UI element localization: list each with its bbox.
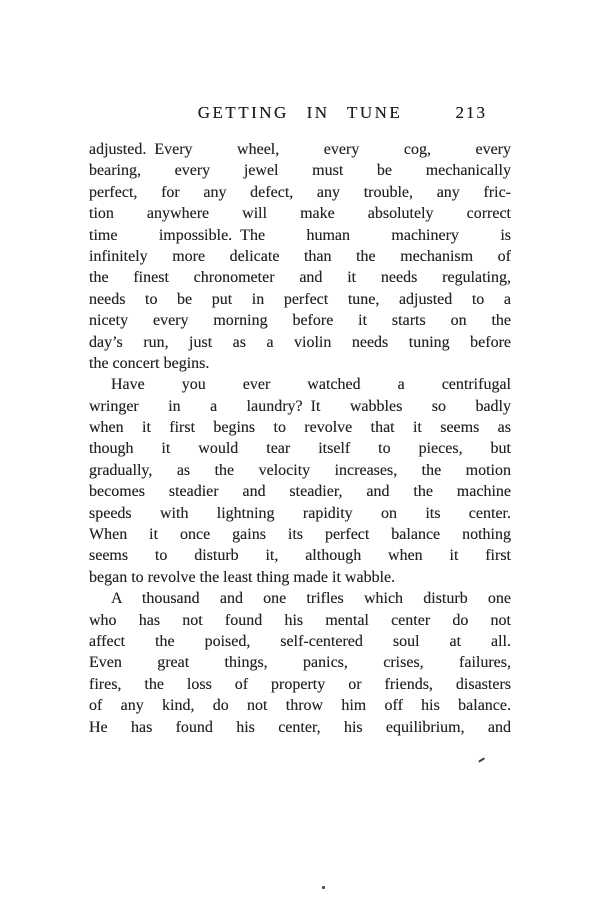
text-line: becomes steadier and steadier, and the machine — [89, 483, 511, 501]
text-line: adjusted. Every wheel, every cog, every — [89, 141, 511, 158]
ink-tick-artifact — [478, 757, 485, 762]
paragraph — [89, 139, 511, 374]
text-line: infinitely more delicate than the mechanism of — [89, 247, 511, 265]
text-line: day’s run, just as a violin needs tuning before — [89, 333, 511, 351]
text-line: He has found his center, his equilibrium, and — [89, 718, 511, 736]
text-line: time impossible. The human machinery is — [89, 226, 511, 244]
text-line: wringer in a laundry? It wabbles so badly — [89, 397, 511, 415]
running-title: GETTING IN TUNE — [197, 103, 403, 122]
text-line: needs to be put in perfect tune, adjusted to a — [89, 290, 511, 308]
text-line: fires, the loss of property or friends, disasters — [89, 675, 511, 693]
paragraph — [89, 588, 511, 738]
text-line: A thousand and one trifles which disturb one — [111, 590, 511, 608]
page-body — [89, 139, 511, 738]
ink-speck-artifact — [322, 886, 325, 889]
page-number: 213 — [455, 103, 487, 122]
text-line: gradually, as the velocity increases, the motion — [89, 461, 511, 479]
text-line: began to revolve the least thing made it wabble. — [89, 568, 396, 586]
text-line: when it first begins to revolve that it seems as — [89, 419, 511, 437]
text-line: Even great things, panics, crises, failures, — [89, 654, 511, 672]
text-line: bearing, every jewel must be mechanically — [89, 162, 511, 180]
text-line: seems to disturb it, although when it first — [89, 547, 511, 565]
text-line: though it would tear itself to pieces, but — [89, 440, 511, 458]
text-line: who has not found his mental center do not — [89, 611, 511, 629]
text-line: affect the poised, self-centered soul at all. — [89, 632, 511, 650]
text-line: of any kind, do not throw him off his balance. — [89, 697, 511, 715]
text-line: speeds with lightning rapidity on its center. — [89, 504, 511, 522]
text-line: tion anywhere will make absolutely correct — [89, 205, 511, 223]
text-line: Have you ever watched a centrifugal — [111, 376, 511, 394]
running-header — [0, 103, 600, 123]
text-line: the finest chronometer and it needs regulating, — [89, 269, 511, 287]
text-line: the concert begins. — [89, 354, 210, 372]
text-line: When it once gains its perfect balance nothing — [89, 526, 511, 544]
text-line: perfect, for any defect, any trouble, any fric- — [89, 183, 511, 201]
paragraph — [89, 374, 511, 588]
text-line: nicety every morning before it starts on the — [89, 312, 511, 330]
